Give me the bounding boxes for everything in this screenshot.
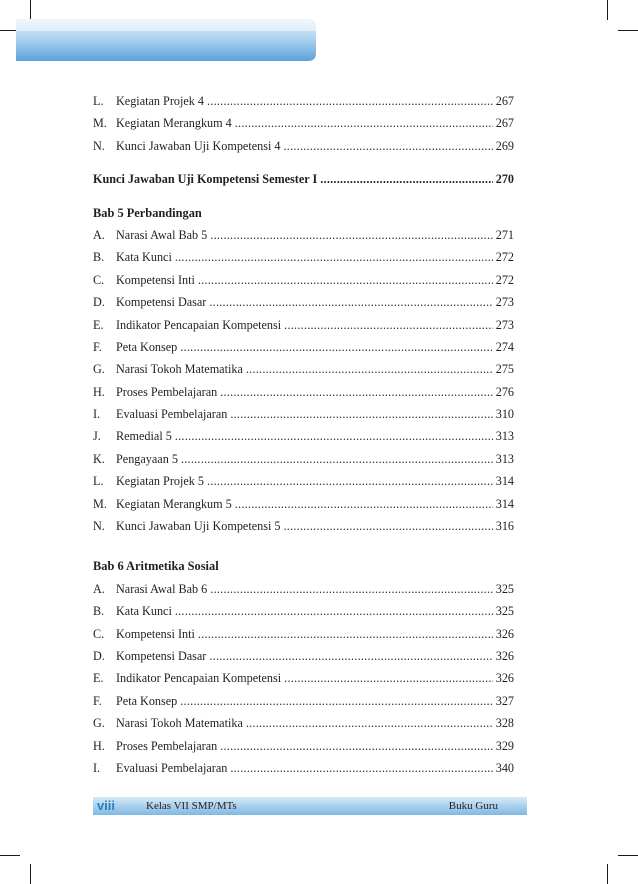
entry-page: 314 [495, 496, 514, 511]
dot-leader [284, 667, 493, 689]
entry-title: Kunci Jawaban Uji Kompetensi Semester I [93, 172, 318, 187]
entry-letter: D. [93, 295, 105, 310]
entry-title: Kata Kunci [116, 250, 172, 265]
entry-letter: M. [93, 496, 107, 511]
dot-leader [175, 246, 493, 268]
entry-title: Kata Kunci [116, 604, 172, 619]
entry-letter: I. [93, 407, 101, 422]
toc-entry[interactable] [93, 712, 514, 734]
crop-mark [30, 864, 31, 884]
entry-letter: C. [93, 272, 105, 287]
entry-title: Pengayaan 5 [116, 451, 178, 466]
dot-leader [320, 168, 492, 190]
entry-page: 273 [495, 317, 514, 332]
entry-title: Kompetensi Inti [116, 626, 195, 641]
toc-entry[interactable] [93, 224, 514, 246]
toc-entry[interactable] [93, 135, 514, 157]
entry-page: 270 [495, 172, 514, 187]
dot-leader [175, 425, 493, 447]
toc-entry[interactable] [93, 600, 514, 622]
entry-page: 272 [495, 250, 514, 265]
entry-title: Kegiatan Projek 4 [116, 94, 204, 108]
entry-title: Remedial 5 [116, 429, 172, 444]
entry-title: Kunci Jawaban Uji Kompetensi 5 [116, 519, 281, 534]
entry-page: 326 [495, 648, 514, 663]
page-number: viii [96, 798, 116, 813]
dot-leader [209, 645, 492, 667]
chapter-6-list [93, 578, 514, 780]
toc-entry[interactable] [93, 291, 514, 313]
entry-title: Narasi Awal Bab 6 [116, 581, 208, 596]
entry-page: 327 [495, 693, 514, 708]
toc-entry[interactable] [93, 112, 514, 134]
dot-leader [207, 90, 493, 112]
entry-letter: L. [93, 94, 104, 108]
dot-leader [181, 448, 493, 470]
dot-leader [180, 690, 492, 712]
crop-mark [0, 855, 20, 856]
entry-title: Narasi Tokoh Matematika [116, 716, 243, 731]
dot-leader [210, 578, 492, 600]
entry-page: 310 [495, 407, 514, 422]
entry-title: Peta Konsep [116, 339, 178, 354]
dot-leader [284, 135, 493, 157]
toc-entry[interactable] [93, 667, 514, 689]
crop-mark [607, 0, 608, 20]
dot-leader [246, 712, 493, 734]
entry-title: Kegiatan Projek 5 [116, 474, 204, 489]
entry-page: 276 [495, 384, 514, 399]
entry-letter: C. [93, 626, 105, 641]
toc-entry[interactable] [93, 269, 514, 291]
dot-leader [284, 515, 493, 537]
entry-title: Peta Konsep [116, 693, 178, 708]
toc-entry-semester-key[interactable] [93, 168, 514, 190]
dot-leader [175, 600, 493, 622]
toc-entry[interactable] [93, 578, 514, 600]
entry-letter: B. [93, 250, 105, 265]
toc-entry[interactable] [93, 246, 514, 268]
toc-entry[interactable] [93, 90, 514, 112]
entry-title: Kegiatan Merangkum 5 [116, 496, 232, 511]
entry-page: 274 [495, 339, 514, 354]
header-band [16, 17, 318, 63]
dot-leader [180, 336, 492, 358]
footer-book-type: Buku Guru [448, 800, 498, 812]
crop-mark [618, 855, 638, 856]
toc-entry[interactable] [93, 735, 514, 757]
toc-entry[interactable] [93, 358, 514, 380]
dot-leader [235, 112, 493, 134]
entry-letter: K. [93, 451, 105, 466]
entry-page: 267 [495, 94, 514, 108]
entry-letter: G. [93, 362, 105, 377]
dot-leader [235, 493, 493, 515]
dot-leader [230, 757, 492, 779]
entry-letter: H. [93, 384, 105, 399]
toc-entry[interactable] [93, 425, 514, 447]
entry-title: Indikator Pencapaian Kompetensi [116, 671, 282, 686]
entry-letter: F. [93, 693, 102, 708]
toc-entry[interactable] [93, 314, 514, 336]
entry-page: 272 [495, 272, 514, 287]
toc-entry[interactable] [93, 757, 514, 779]
entry-page: 325 [495, 604, 514, 619]
dot-leader [230, 403, 492, 425]
entry-page: 273 [495, 295, 514, 310]
toc-entry[interactable] [93, 493, 514, 515]
crop-mark [618, 30, 638, 31]
dot-leader [220, 381, 493, 403]
entry-title: Narasi Awal Bab 5 [116, 227, 208, 242]
dot-leader [198, 623, 493, 645]
dot-leader [220, 735, 493, 757]
entry-page: 269 [495, 138, 514, 153]
entry-title: Kompetensi Inti [116, 272, 195, 287]
entry-title: Proses Pembelajaran [116, 384, 218, 399]
entry-letter: A. [93, 227, 105, 242]
entry-page: 326 [495, 626, 514, 641]
entry-title: Kunci Jawaban Uji Kompetensi 4 [116, 138, 281, 153]
entry-title: Kompetensi Dasar [116, 295, 207, 310]
footer-book-class: Kelas VII SMP/MTs [146, 800, 237, 812]
entry-letter: D. [93, 648, 105, 663]
entry-letter: I. [93, 760, 101, 775]
entry-page: 325 [495, 581, 514, 596]
entry-letter: N. [93, 519, 105, 534]
entry-title: Narasi Tokoh Matematika [116, 362, 243, 377]
dot-leader [207, 470, 493, 492]
toc-entry[interactable] [93, 381, 514, 403]
dot-leader [210, 224, 492, 246]
dot-leader [209, 291, 492, 313]
entry-letter: N. [93, 138, 105, 153]
entry-letter: A. [93, 581, 105, 596]
entry-title: Evaluasi Pembelajaran [116, 407, 228, 422]
entry-letter: F. [93, 339, 102, 354]
dot-leader [198, 269, 493, 291]
entry-letter: M. [93, 116, 107, 131]
entry-letter: J. [93, 429, 101, 444]
toc-entry[interactable] [93, 448, 514, 470]
entry-letter: B. [93, 604, 105, 619]
entry-letter: L. [93, 474, 104, 489]
toc-entry[interactable] [93, 470, 514, 492]
entry-letter: H. [93, 738, 105, 753]
toc-entry[interactable] [93, 515, 514, 537]
entry-page: 316 [495, 519, 514, 534]
entry-page: 267 [495, 116, 514, 131]
entry-page: 271 [495, 227, 514, 242]
crop-mark [607, 864, 608, 884]
toc-entry[interactable] [93, 645, 514, 667]
toc-entry[interactable] [93, 623, 514, 645]
entry-page: 275 [495, 362, 514, 377]
chapter-5-list [93, 224, 514, 537]
toc-entry[interactable] [93, 336, 514, 358]
dot-leader [246, 358, 493, 380]
entry-page: 313 [495, 429, 514, 444]
toc-entry[interactable] [93, 690, 514, 712]
entry-letter: E. [93, 317, 104, 332]
entry-page: 314 [495, 474, 514, 489]
entry-title: Indikator Pencapaian Kompetensi [116, 317, 282, 332]
entry-page: 326 [495, 671, 514, 686]
entry-letter: G. [93, 716, 105, 731]
table-of-contents [93, 90, 514, 779]
entry-title: Proses Pembelajaran [116, 738, 218, 753]
entry-page: 328 [495, 716, 514, 731]
entry-page: 329 [495, 738, 514, 753]
chapter-heading: Bab 6 Aritmetika Sosial [93, 559, 219, 574]
toc-entry[interactable] [93, 403, 514, 425]
chapter-heading: Bab 5 Perbandingan [93, 205, 202, 220]
dot-leader [284, 314, 493, 336]
entry-page: 340 [495, 760, 514, 775]
entry-title: Kegiatan Merangkum 4 [116, 116, 232, 131]
entry-title: Evaluasi Pembelajaran [116, 760, 228, 775]
entry-title: Kompetensi Dasar [116, 648, 207, 663]
entry-letter: E. [93, 671, 104, 686]
entry-page: 313 [495, 451, 514, 466]
